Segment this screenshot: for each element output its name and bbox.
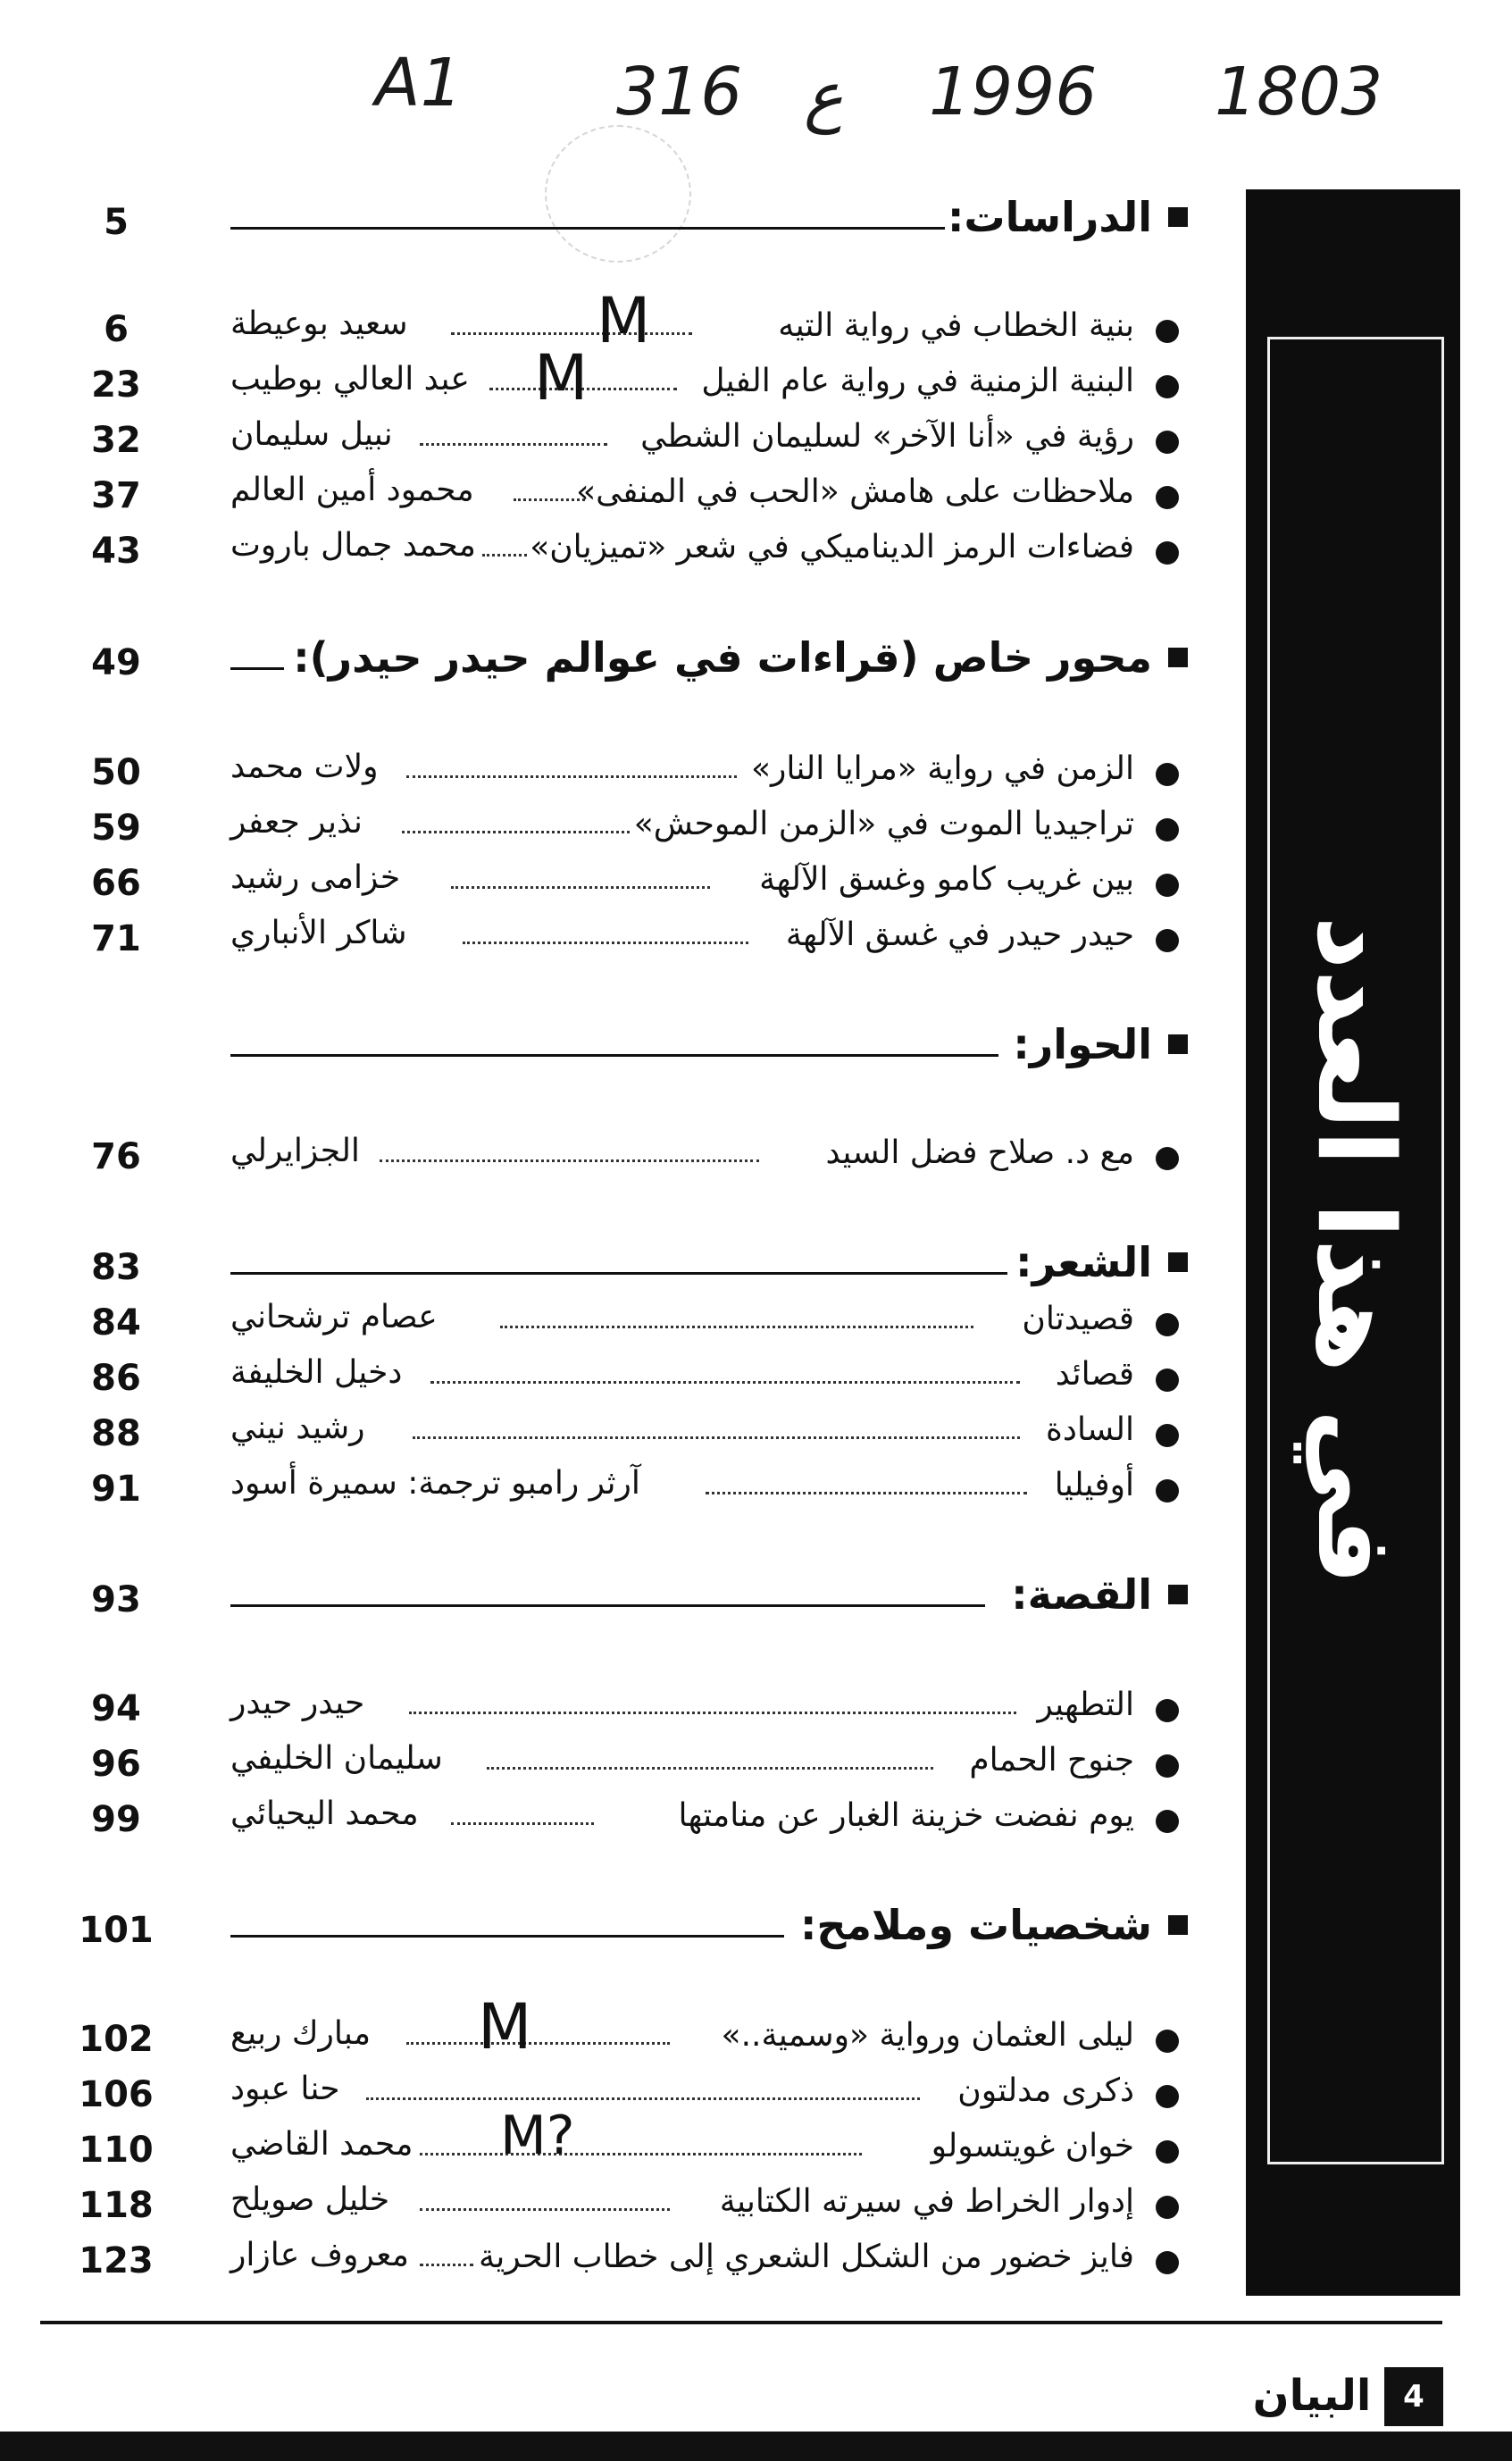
toc-item[interactable] bbox=[0, 2015, 1232, 2065]
bullet-icon bbox=[1156, 1369, 1179, 1392]
item-author: محمد جمال باروت bbox=[230, 527, 476, 564]
toc-item[interactable] bbox=[0, 416, 1232, 466]
bullet-icon bbox=[1156, 541, 1179, 565]
bullet-icon bbox=[1156, 2251, 1179, 2274]
item-author: محمد اليحيائي bbox=[230, 1796, 419, 1832]
section-header-special-focus bbox=[0, 633, 1232, 689]
section-title-text: القصة: bbox=[1011, 1570, 1152, 1619]
bullet-icon bbox=[1156, 2030, 1179, 2053]
section-header-personalities bbox=[0, 1901, 1232, 1956]
item-author: الجزايرلي bbox=[230, 1133, 360, 1169]
toc-item[interactable] bbox=[0, 804, 1232, 854]
item-author: عبد العالي بوطيب bbox=[230, 361, 470, 398]
section-title bbox=[1015, 1238, 1188, 1286]
toc-item[interactable] bbox=[0, 1685, 1232, 1735]
item-author: رشيد نيني bbox=[230, 1410, 365, 1446]
item-author: حيدر حيدر bbox=[230, 1685, 365, 1721]
handwritten-mark: M bbox=[597, 284, 651, 357]
square-icon bbox=[1168, 1585, 1188, 1604]
section-rule bbox=[230, 1272, 1007, 1275]
item-page-number: 102 bbox=[79, 2019, 154, 2060]
section-rule bbox=[230, 1054, 998, 1057]
leader-dots bbox=[451, 886, 710, 889]
item-title: جنوح الحمام bbox=[969, 1742, 1134, 1779]
square-icon bbox=[1168, 207, 1188, 227]
bullet-icon bbox=[1156, 1699, 1179, 1722]
item-author: نذير جعفر bbox=[230, 804, 363, 841]
scan-edge-bar bbox=[0, 2432, 1512, 2461]
leader-dots bbox=[420, 443, 607, 446]
section-title-text: الحوار: bbox=[1013, 1020, 1152, 1068]
item-author: ولات محمد bbox=[230, 749, 379, 785]
item-author: دخيل الخليفة bbox=[230, 1354, 403, 1391]
sidebar-title: في هذا العدد bbox=[1294, 916, 1417, 1586]
section-page-number: 83 bbox=[91, 1247, 141, 1288]
item-page-number: 43 bbox=[91, 531, 141, 572]
leader-dots bbox=[409, 1712, 1016, 1714]
item-page-number: 37 bbox=[91, 475, 141, 516]
item-page-number: 50 bbox=[91, 752, 141, 793]
toc-item[interactable] bbox=[0, 2237, 1232, 2287]
leader-dots bbox=[482, 554, 527, 557]
toc-item[interactable] bbox=[0, 472, 1232, 522]
item-page-number: 23 bbox=[91, 364, 141, 406]
toc-item[interactable] bbox=[0, 859, 1232, 909]
section-header-story bbox=[0, 1570, 1232, 1626]
item-title: أوفيليا bbox=[1054, 1467, 1134, 1503]
item-author: سعيد بوعيطة bbox=[230, 306, 408, 342]
bullet-icon bbox=[1156, 431, 1179, 454]
leader-dots bbox=[451, 332, 692, 335]
bullet-icon bbox=[1156, 375, 1179, 398]
item-title: بنية الخطاب في رواية التيه bbox=[778, 307, 1134, 344]
leader-dots bbox=[500, 1326, 973, 1328]
square-icon bbox=[1168, 648, 1188, 667]
bullet-icon bbox=[1156, 320, 1179, 343]
item-title: حيدر حيدر في غسق الآلهة bbox=[785, 917, 1134, 953]
section-rule bbox=[230, 667, 284, 670]
item-page-number: 71 bbox=[91, 918, 141, 959]
leader-dots bbox=[420, 2208, 670, 2211]
leader-dots bbox=[406, 2042, 670, 2045]
section-title-text: شخصيات وملامح: bbox=[799, 1901, 1152, 1949]
handwritten-year: 1996 bbox=[929, 54, 1098, 130]
toc-item[interactable] bbox=[0, 361, 1232, 411]
section-rule bbox=[230, 1604, 985, 1607]
item-title: قصيدتان bbox=[1022, 1301, 1134, 1337]
item-page-number: 84 bbox=[91, 1302, 141, 1344]
leader-dots bbox=[451, 1822, 594, 1825]
item-title: بين غريب كامو وغسق الآلهة bbox=[759, 861, 1134, 898]
section-page-number: 5 bbox=[104, 202, 129, 243]
item-page-number: 99 bbox=[91, 1799, 141, 1840]
item-author: نبيل سليمان bbox=[230, 416, 393, 453]
item-page-number: 88 bbox=[91, 1413, 141, 1454]
item-page-number: 66 bbox=[91, 863, 141, 904]
toc-item[interactable] bbox=[0, 1299, 1232, 1349]
handwritten-mark: M? bbox=[500, 2105, 575, 2167]
item-title: قصائد bbox=[1055, 1356, 1134, 1393]
item-page-number: 94 bbox=[91, 1688, 141, 1729]
item-title: فايز خضور من الشكل الشعري إلى خطاب الحرية bbox=[478, 2239, 1134, 2275]
toc-item[interactable] bbox=[0, 1740, 1232, 1790]
item-title: رؤية في «أنا الآخر» لسليمان الشطي bbox=[640, 418, 1134, 455]
square-icon bbox=[1168, 1915, 1188, 1935]
section-rule bbox=[230, 227, 945, 230]
leader-dots bbox=[420, 2153, 862, 2155]
bullet-icon bbox=[1156, 1424, 1179, 1447]
section-title-text: الدراسات: bbox=[948, 193, 1152, 241]
section-title bbox=[1011, 1570, 1188, 1619]
sidebar-frame bbox=[1267, 337, 1444, 2164]
toc-item[interactable] bbox=[0, 749, 1232, 799]
leader-dots bbox=[366, 2097, 920, 2100]
item-page-number: 86 bbox=[91, 1358, 141, 1399]
item-author: سليمان الخليفي bbox=[230, 1740, 443, 1777]
bullet-icon bbox=[1156, 1754, 1179, 1778]
item-title: مع د. صلاح فضل السيد bbox=[825, 1134, 1134, 1171]
section-header-studies bbox=[0, 193, 1232, 248]
footer-rule bbox=[40, 2321, 1442, 2324]
handwritten-mark: M bbox=[534, 341, 589, 414]
toc-item[interactable] bbox=[0, 1133, 1232, 1183]
bullet-icon bbox=[1156, 929, 1179, 952]
leader-dots bbox=[463, 942, 748, 944]
section-title-text: الشعر: bbox=[1015, 1238, 1152, 1286]
leader-dots bbox=[406, 775, 737, 778]
bullet-icon bbox=[1156, 486, 1179, 509]
section-title-text: محور خاص (قراءات في عوالم حيدر حيدر): bbox=[293, 633, 1152, 682]
toc-item[interactable] bbox=[0, 1354, 1232, 1404]
item-title: ذكرى مدلتون bbox=[957, 2072, 1134, 2109]
item-page-number: 6 bbox=[104, 309, 129, 350]
bullet-icon bbox=[1156, 1810, 1179, 1833]
item-author: حنا عبود bbox=[230, 2071, 340, 2107]
item-page-number: 110 bbox=[79, 2130, 154, 2171]
item-title: إدوار الخراط في سيرته الكتابية bbox=[719, 2183, 1134, 2220]
item-title: الزمن في رواية «مرايا النار» bbox=[751, 750, 1134, 787]
square-icon bbox=[1168, 1252, 1188, 1272]
section-header-poetry bbox=[0, 1238, 1232, 1293]
leader-dots bbox=[514, 498, 585, 501]
leader-dots bbox=[402, 831, 630, 833]
handwritten-serial: 1803 bbox=[1215, 54, 1383, 130]
item-title: التطهير bbox=[1037, 1687, 1134, 1723]
section-page-number: 93 bbox=[91, 1579, 141, 1620]
bullet-icon bbox=[1156, 1313, 1179, 1336]
magazine-logo: البيان bbox=[1252, 2371, 1372, 2421]
item-author: محمد القاضي bbox=[230, 2126, 414, 2163]
sidebar-banner bbox=[1246, 189, 1460, 2296]
bullet-icon bbox=[1156, 2196, 1179, 2219]
section-header-interview bbox=[0, 1020, 1232, 1076]
leader-dots bbox=[430, 1381, 1020, 1384]
toc-item[interactable] bbox=[0, 2126, 1232, 2176]
handwritten-ref-code: A1 bbox=[375, 45, 463, 121]
bullet-icon bbox=[1156, 818, 1179, 841]
item-title: البنية الزمنية في رواية عام الفيل bbox=[701, 363, 1134, 399]
item-title: السادة bbox=[1046, 1411, 1134, 1448]
bullet-icon bbox=[1156, 1479, 1179, 1503]
leader-dots bbox=[413, 1436, 1020, 1439]
item-title: خوان غويتسولو bbox=[931, 2128, 1134, 2164]
square-icon bbox=[1168, 1034, 1188, 1054]
section-page-number: 101 bbox=[79, 1910, 154, 1951]
toc-item[interactable] bbox=[0, 527, 1232, 577]
section-rule bbox=[230, 1935, 784, 1938]
item-title: فضاءات الرمز الديناميكي في شعر «تميزيان» bbox=[530, 529, 1134, 565]
item-page-number: 123 bbox=[79, 2240, 154, 2281]
section-title bbox=[800, 1901, 1188, 1949]
leader-dots bbox=[487, 1767, 933, 1770]
toc-item[interactable] bbox=[0, 1410, 1232, 1460]
item-page-number: 96 bbox=[91, 1744, 141, 1785]
bullet-icon bbox=[1156, 874, 1179, 897]
bullet-icon bbox=[1156, 1147, 1179, 1170]
item-page-number: 91 bbox=[91, 1469, 141, 1510]
leader-dots bbox=[420, 2264, 473, 2266]
section-title bbox=[1013, 1020, 1188, 1068]
toc-item[interactable] bbox=[0, 1796, 1232, 1846]
bullet-icon bbox=[1156, 2140, 1179, 2164]
toc-item[interactable] bbox=[0, 915, 1232, 965]
footer-page-number: 4 bbox=[1384, 2367, 1443, 2426]
item-title: ملاحظات على هامش «الحب في المنفى» bbox=[576, 473, 1134, 510]
handwritten-issue: ع bbox=[804, 58, 844, 135]
section-page-number: 49 bbox=[91, 642, 141, 683]
item-author: معروف عازار bbox=[230, 2237, 409, 2273]
toc-item[interactable] bbox=[0, 2071, 1232, 2121]
bullet-icon bbox=[1156, 763, 1179, 786]
item-author: خزامى رشيد bbox=[230, 859, 401, 896]
item-title: يوم نفضت خزينة الغبار عن منامتها bbox=[678, 1797, 1134, 1834]
handwritten-mark: M bbox=[478, 1990, 532, 2063]
leader-dots bbox=[706, 1492, 1027, 1494]
item-title: ليلى العثمان ورواية «وسمية..» bbox=[721, 2017, 1134, 2054]
item-author: شاكر الأنباري bbox=[230, 915, 407, 951]
bullet-icon bbox=[1156, 2085, 1179, 2108]
item-author: عصام ترشحاني bbox=[230, 1299, 438, 1335]
leader-dots bbox=[380, 1159, 759, 1162]
item-author: آرثر رامبو ترجمة: سميرة أسود bbox=[230, 1465, 640, 1502]
item-author: محمود أمين العالم bbox=[230, 472, 474, 508]
section-title bbox=[948, 193, 1188, 241]
section-title bbox=[293, 633, 1188, 682]
item-page-number: 32 bbox=[91, 420, 141, 461]
item-page-number: 59 bbox=[91, 808, 141, 849]
toc-item[interactable] bbox=[0, 1465, 1232, 1515]
handwritten-number: 316 bbox=[616, 54, 743, 130]
item-author: خليل صويلح bbox=[230, 2181, 390, 2218]
item-author: مبارك ربيع bbox=[230, 2015, 372, 2052]
item-title: تراجيديا الموت في «الزمن الموحش» bbox=[633, 806, 1134, 842]
toc-item[interactable] bbox=[0, 2181, 1232, 2231]
item-page-number: 76 bbox=[91, 1136, 141, 1177]
item-page-number: 106 bbox=[79, 2074, 154, 2115]
item-page-number: 118 bbox=[79, 2185, 154, 2226]
